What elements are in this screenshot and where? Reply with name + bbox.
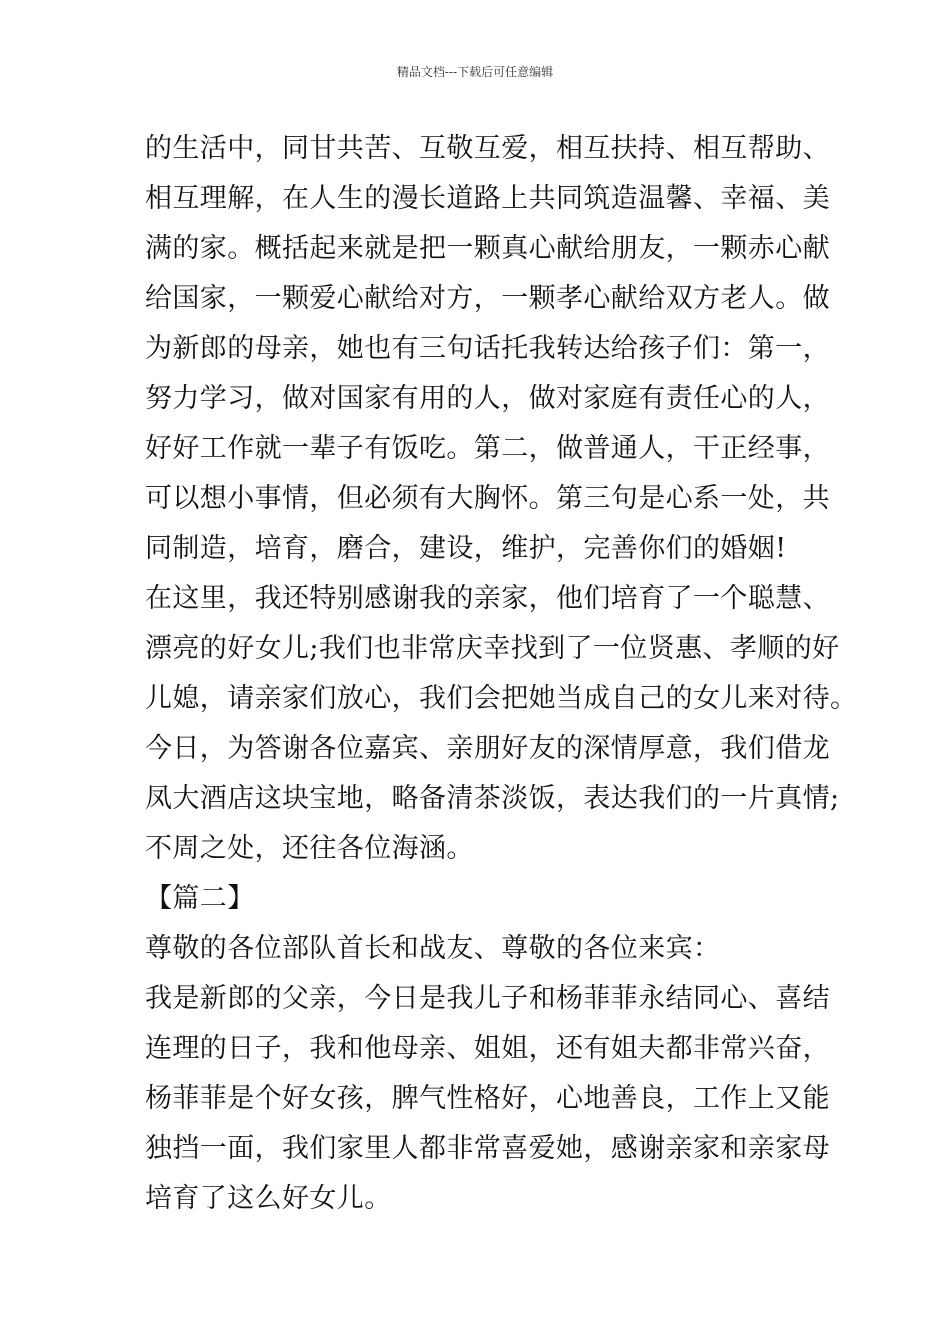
text-line: 漂亮的好女儿;我们也非常庆幸找到了一位贤惠、孝顺的好 <box>145 633 840 664</box>
document-body <box>145 124 858 1224</box>
text-line: 的生活中，同甘共苦、互敬互爱，相互扶持、相互帮助、 <box>145 133 830 164</box>
text-line: 可以想小事情，但必须有大胸怀。第三句是心系一处，共 <box>145 483 830 514</box>
text-line: 为新郎的母亲，她也有三句话托我转达给孩子们：第一， <box>145 333 830 364</box>
page-header: 精品文档---下载后可任意编辑 <box>396 65 554 79</box>
text-line: 努力学习，做对国家有用的人，做对家庭有责任心的人， <box>145 383 830 414</box>
text-line: 培育了这么好女儿。 <box>145 1183 392 1214</box>
text-line: 同制造，培育，磨合，建设，维护，完善你们的婚姻! <box>145 533 787 564</box>
text-line: 相互理解，在人生的漫长道路上共同筑造温馨、幸福、美 <box>145 183 830 214</box>
text-line: 我是新郎的父亲，今日是我儿子和杨菲菲永结同心、喜结 <box>145 983 830 1014</box>
text-line: 好好工作就一辈子有饭吃。第二，做普通人，干正经事， <box>145 433 830 464</box>
text-line: 杨菲菲是个好女孩，脾气性格好，心地善良，工作上又能 <box>145 1083 830 1114</box>
text-line: 满的家。概括起来就是把一颗真心献给朋友，一颗赤心献 <box>145 233 830 264</box>
text-line: 在这里，我还特别感谢我的亲家，他们培育了一个聪慧、 <box>145 583 830 614</box>
text-line: 连理的日子，我和他母亲、姐姐，还有姐夫都非常兴奋， <box>145 1033 830 1064</box>
text-line: 凤大酒店这块宝地，略备清茶淡饭，表达我们的一片真情; <box>145 783 840 814</box>
text-line: 给国家，一颗爱心献给对方，一颗孝心献给双方老人。做 <box>145 283 830 314</box>
text-line: 今日，为答谢各位嘉宾、亲朋好友的深情厚意，我们借龙 <box>145 733 830 764</box>
text-line: 独挡一面，我们家里人都非常喜爱她，感谢亲家和亲家母 <box>145 1133 830 1164</box>
salutation-line: 尊敬的各位部队首长和战友、尊敬的各位来宾： <box>145 933 721 964</box>
section-heading: 【篇二】 <box>145 883 255 914</box>
text-line: 不周之处，还往各位海涵。 <box>145 833 474 864</box>
text-line: 儿媳，请亲家们放心，我们会把她当成自己的女儿来对待。 <box>145 683 858 714</box>
